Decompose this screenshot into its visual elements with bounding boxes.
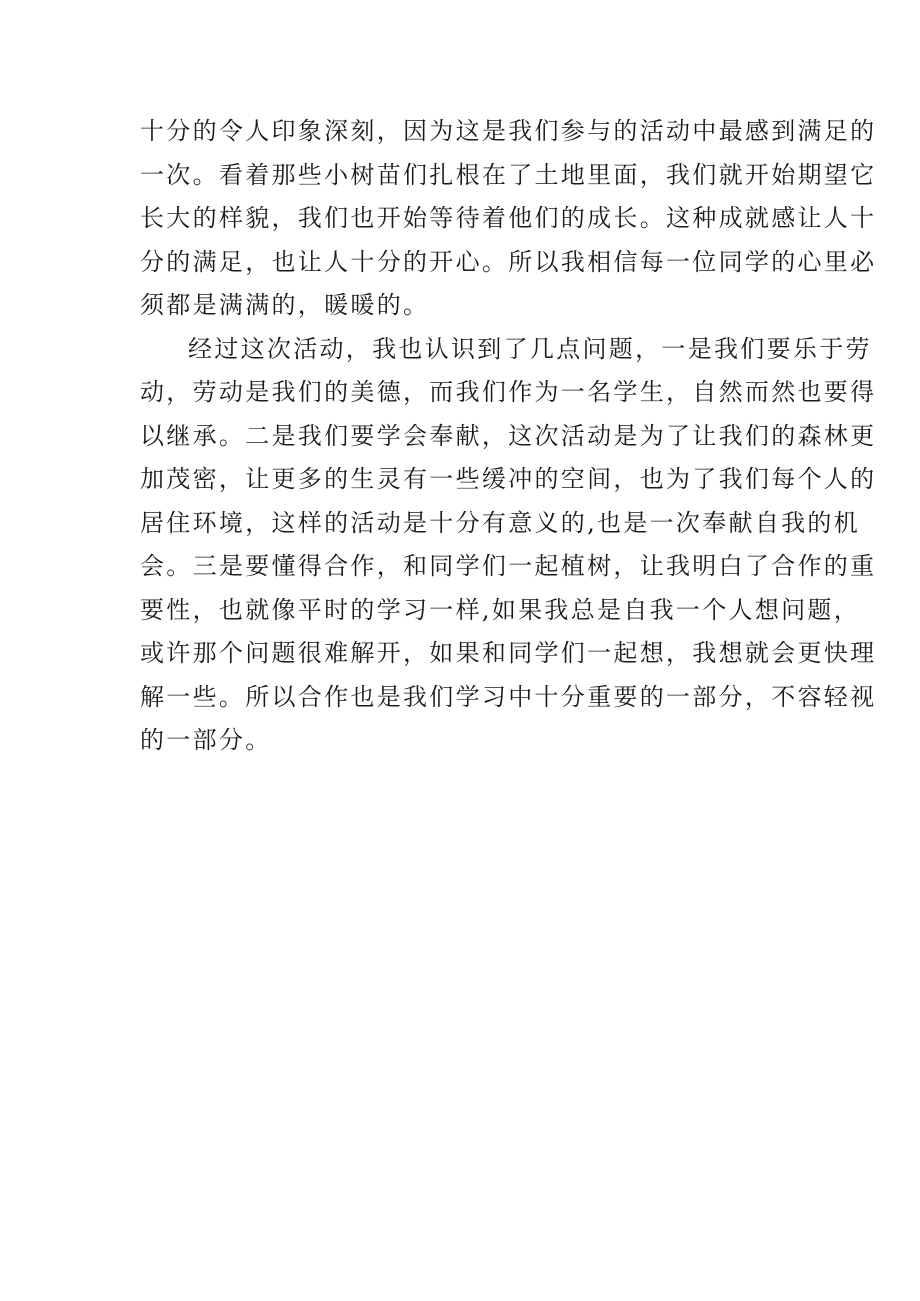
paragraph-1	[140, 110, 877, 328]
text-line: 要性，也就像平时的学习一样,如果我总是自我一个人想问题，	[140, 595, 861, 624]
text-line: 会。三是要懂得合作，和同学们一起植树，让我明白了合作的重	[140, 552, 877, 580]
text-line: 经过这次活动，我也认识到了几点问题，一是我们要乐于劳	[188, 334, 872, 363]
text-line: 或许那个问题很难解开，如果和同学们一起想，我想就会更快理	[140, 639, 877, 667]
text-line: 的一部分。	[140, 726, 272, 754]
text-line: 解一些。所以合作也是我们学习中十分重要的一部分，不容轻视	[140, 682, 877, 711]
text-line: 须都是满满的，暖暖的。	[140, 291, 430, 319]
text-line: 分的满足，也让人十分的开心。所以我相信每一位同学的心里必	[140, 247, 877, 276]
text-line: 长大的样貌，我们也开始等待着他们的成长。这种成就感让人十	[140, 204, 877, 232]
text-line: 加茂密，让更多的生灵有一些缓冲的空间，也为了我们每个人的	[140, 465, 877, 493]
text-line: 动，劳动是我们的美德，而我们作为一名学生，自然而然也要得	[140, 378, 877, 406]
text-line: 以继承。二是我们要学会奉献，这次活动是为了让我们的森林更	[140, 421, 877, 450]
text-line: 一次。看着那些小树苗们扎根在了土地里面，我们就开始期望它	[140, 160, 877, 189]
document-body	[140, 110, 877, 763]
text-line: 居住环境，这样的活动是十分有意义的,也是一次奉献自我的机	[140, 508, 861, 537]
paragraph-2	[140, 328, 877, 763]
text-line: 十分的令人印象深刻，因为这是我们参与的活动中最感到满足的	[140, 117, 877, 145]
